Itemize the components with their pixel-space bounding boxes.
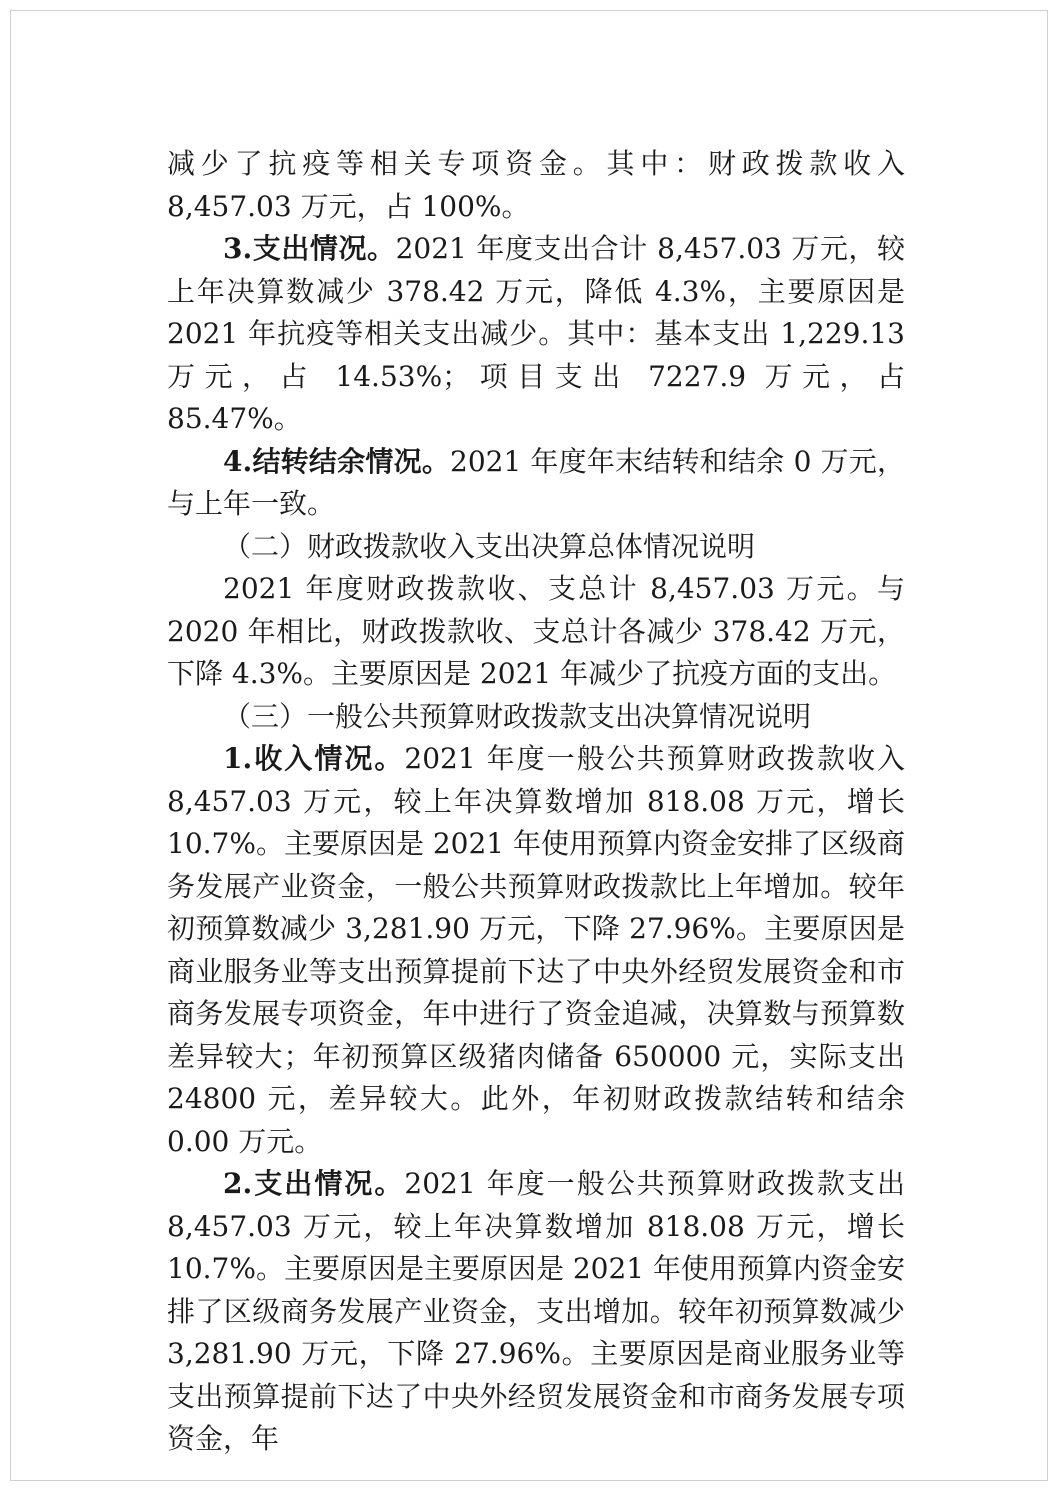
paragraph-expenditure-general [167, 1163, 905, 1461]
section-heading-three [167, 696, 905, 739]
paragraph-expenditure [167, 228, 905, 441]
document-page [10, 10, 1048, 1481]
paragraph-continuation [167, 143, 905, 228]
paragraph-text: 减少了抗疫等相关专项资金。其中：财政拨款收入 8,457.03 万元，占 100%。 [167, 147, 905, 223]
paragraph-text: 2021 年度一般公共预算财政拨款支出 8,457.03 万元，较上年决算数增加 818.08 万元，增长 10.7%。主要原因是主要原因是 2021 年使用预算内资金安排了区级商务发展产业资金，支出增加。较年初预算数减少 3,281.90 万元，下降 27.96%。主要原因是商业服务业等支出预算提前下达了中央外经贸发展资金和市商务发展专项资金，年 [167, 1167, 906, 1455]
document-body [167, 143, 905, 1461]
paragraph-carryover [167, 441, 905, 526]
section-heading-two [167, 526, 905, 569]
section-heading-text: （三）一般公共预算财政拨款支出决算情况说明 [223, 699, 812, 733]
paragraph-text: 2021 年度年末结转和结余 0 万元，与上年一致。 [167, 444, 905, 520]
paragraph-fiscal-total [167, 568, 905, 696]
paragraph-text: 2021 年度支出合计 8,457.03 万元，较上年决算数减少 378.42 万元，降低 4.3%，主要原因是 2021 年抗疫等相关支出减少。其中：基本支出 1,229.13 万元，占 14.53%；项目支出 7227.9 万元，占 85.47%。 [167, 232, 905, 435]
paragraph-income [167, 738, 905, 1163]
paragraph-heading: 1.收入情况。 [223, 742, 405, 775]
paragraph-text: 2021 年度一般公共预算财政拨款收入 8,457.03 万元，较上年决算数增加 818.08 万元，增长 10.7%。主要原因是 2021 年使用预算内资金安排了区级商务发展产业资金，一般公共预算财政拨款比上年增加。较年初预算数减少 3,281.90 万元，下降 27.96%。主要原因是商业服务业等支出预算提前下达了中央外经贸发展资金和市商务发展专项资金，年中进行了资金追减，决算数与预算数差异较大；年初预算区级猪肉储备 650000 元，实际支出 24800 元，差异较大。此外，年初财政拨款结转和结余 0.00 万元。 [167, 742, 906, 1158]
paragraph-heading: 2.支出情况。 [223, 1167, 405, 1200]
section-heading-text: （二）财政拨款收入支出决算总体情况说明 [223, 529, 756, 563]
paragraph-heading: 4.结转结余情况。 [223, 444, 451, 478]
paragraph-heading: 3.支出情况。 [223, 232, 396, 265]
paragraph-text: 2021 年度财政拨款收、支总计 8,457.03 万元。与 2020 年相比，财政拨款收、支总计各减少 378.42 万元，下降 4.3%。主要原因是 2021 年减少了抗疫方面的支出。 [167, 572, 905, 690]
